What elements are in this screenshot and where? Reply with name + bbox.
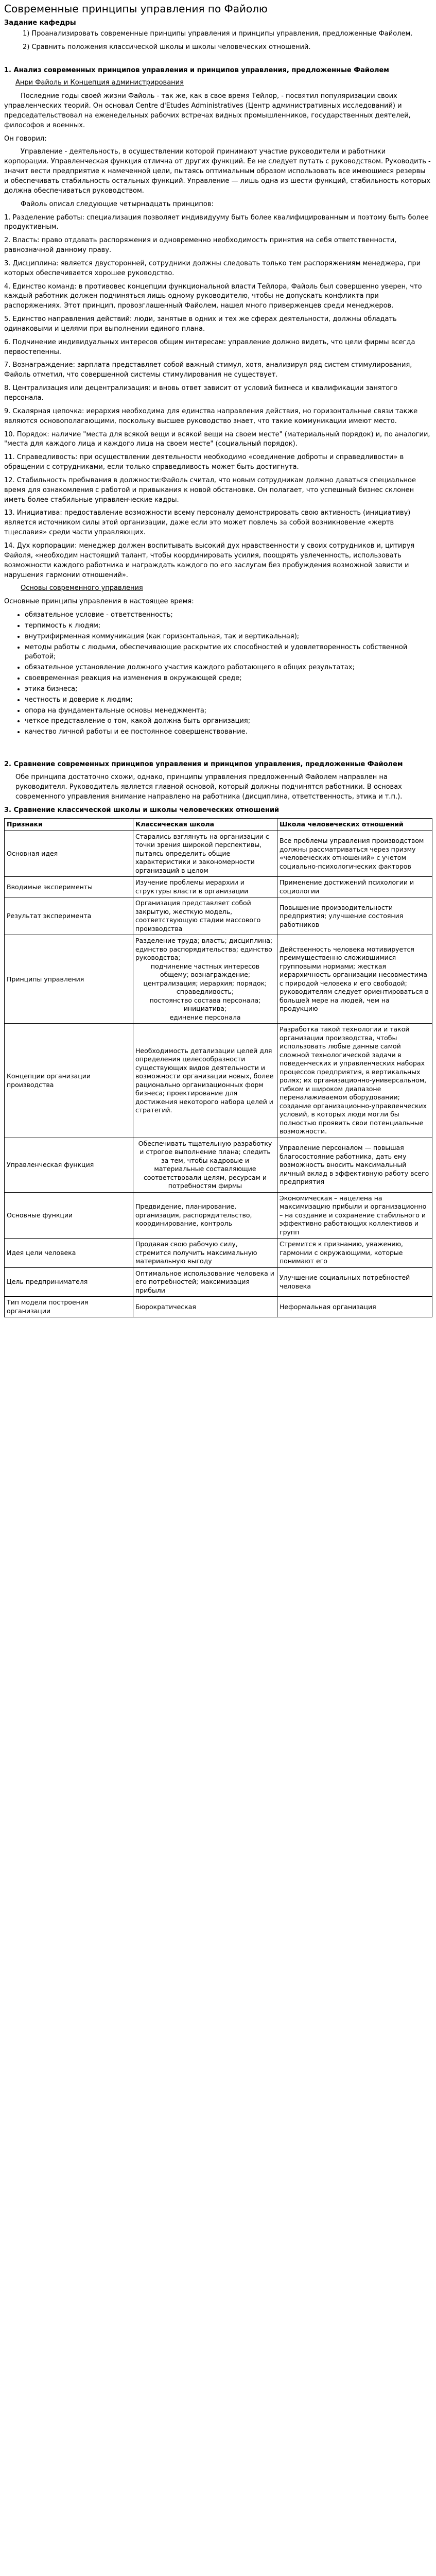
human-relations-cell: Экономическая – нацелена на максимизацию прибыли и организационно – на создание и сохранение стабильного и эффективно работающих коллективов и групп bbox=[277, 1192, 432, 1239]
classical-cell: Продавая свою рабочую силу, стремится получить максимальную материальную выгоду bbox=[133, 1239, 277, 1268]
fayol-principle: 14. Дух корпорации: менеджер должен воспитывать высокий дух нравственности у своих сотрудников и, цитируя Файоля, «необходим настоящий талант, чтобы координировать усилия, поощрять увлеченность, использовать возможности каждого работника и награждать каждого по его заслугам без пробуждения возможной зависти и нарушения гармонии отношений». bbox=[4, 541, 415, 579]
table-row bbox=[5, 877, 432, 897]
task-item-1: 1) Проанализировать современные принципы управления и принципы управления, предложенные Файолем. bbox=[23, 29, 413, 38]
list-item: • обязательное установление должного участия каждого работающего в общих результатах; bbox=[25, 663, 432, 673]
modern-basics-heading: Основы современного управления bbox=[21, 584, 143, 592]
cell-line: справедливость; bbox=[176, 988, 234, 996]
human-relations-cell: Все проблемы управления производством должны рассматриваться через призму «человеческих отношений» с учетом социально-психологических факторов bbox=[277, 831, 432, 877]
cell-line: Разделение труда; власть; дисциплина; единство распорядительства; единство руководства; bbox=[135, 937, 273, 962]
comparison-table bbox=[4, 818, 432, 1317]
cell-line: единение персонала bbox=[169, 1013, 241, 1021]
section-1-subtitle: Анри Файоль и Концепция администрирования bbox=[15, 79, 184, 87]
list-item: • опора на фундаментальные основы менеджмента; bbox=[25, 706, 432, 716]
feature-cell: Основные функции bbox=[5, 1192, 133, 1239]
table-row bbox=[5, 1297, 432, 1317]
human-relations-cell: Применение достижений психологии и социологии bbox=[277, 877, 432, 897]
classical-cell: Организация представляет собой закрытую, жесткую модель, соответствующую стадии массового производства bbox=[133, 897, 277, 935]
table-row bbox=[5, 1138, 432, 1192]
task-item-2: 2) Сравнить положения классической школы и школы человеческих отношений. bbox=[23, 43, 311, 51]
fayol-principle: 13. Инициатива: предоставление возможности всему персоналу демонстрировать свою активность (инициативу) является источником силы этой организации, даже если это может повлечь за собой возникновение «жертв тщеславия» среди части управляющих. bbox=[4, 509, 411, 537]
classical-cell: Старались взглянуть на организации с точки зрения широкой перспективы, пытаясь определить общие характеристики и закономерности организаций в целом bbox=[133, 831, 277, 877]
fayol-principle: 4. Единство команд: в противовес концепции функциональной власти Тейлора, Файоль был совершенно уверен, что каждый работник должен подчиняться лишь одному руководителю, чтобы не допускать конфликта при распоряжениях. Этот принцип, провозглашенный Файолем, нашел много приверженцев среди менеджеров. bbox=[4, 282, 422, 310]
modern-principles-list bbox=[4, 611, 432, 737]
fayol-principle: 9. Скалярная цепочка: иерархия необходима для единства направления действия, но горизонтальные связи также являются основополагающими, поскольку высшее руководство знает, что такие коммуникации имеют место. bbox=[4, 407, 418, 425]
fayol-principle: 11. Справедливость: при осуществлении деятельности необходимо «соединение доброты и справедливости» в обращении с сотрудниками, если только справедливость может быть достигнута. bbox=[4, 453, 404, 471]
feature-cell: Основная идея bbox=[5, 831, 133, 877]
fayol-principles-list bbox=[4, 213, 432, 581]
classical-cell: Предвидение, планирование, организация, распорядительство, координирование, контроль bbox=[133, 1192, 277, 1239]
section-2-title: 2. Сравнение современных принципов управления и принципов управления, предложенные Файолем bbox=[4, 760, 403, 769]
table-header-row bbox=[5, 819, 432, 831]
table-row bbox=[5, 831, 432, 877]
list-item: • честность и доверие к людям; bbox=[25, 696, 432, 705]
quote-paragraph: Управление - деятельность, в осуществлении которой принимают участие руководители и работники корпорации. Управленческая функция отлична от других функций. Ее не следует путать с руководством. Руководить - значит вести предприятие к намеченной цели, пытаясь оптимальным образом использовать все имеющиеся резервы и обеспечивать стабильность остальных функций. Управление — лишь одна из шести функций, стабильность которых должна обеспечиваться руководством. bbox=[4, 148, 431, 195]
cell-line: централизация; иерархия; порядок; bbox=[143, 979, 267, 987]
fayol-principles-intro: Файоль описал следующие четырнадцать принципов: bbox=[21, 200, 214, 208]
classical-cell: Обеспечивать тщательную разработку и строгое выполнение плана; следить за тем, чтобы кадровые и материальные составляющие соответствовали целям, ресурсам и потребностям фирмы bbox=[133, 1138, 277, 1192]
fayol-principle: 8. Централизация или децентрализация: и вновь ответ зависит от условий бизнеса и квалификации занятого персонала. bbox=[4, 384, 398, 402]
section-1-title: 1. Анализ современных принципов управления и принципов управления, предложенные Файолем bbox=[4, 66, 389, 74]
list-item: • качество личной работы и ее постоянное совершенствование. bbox=[25, 727, 432, 737]
classical-cell: Изучение проблемы иерархии и структуры власти в организации bbox=[133, 877, 277, 897]
column-header: Классическая школа bbox=[133, 819, 277, 831]
column-header: Признаки bbox=[5, 819, 133, 831]
feature-cell: Тип модели построения организации bbox=[5, 1297, 133, 1317]
list-item: • четкое представление о том, какой должна быть организация; bbox=[25, 717, 432, 726]
table-row bbox=[5, 1192, 432, 1239]
human-relations-cell: Стремится к признанию, уважению, гармонии с окружающими, которые понимают его bbox=[277, 1239, 432, 1268]
human-relations-cell: Повышение производительности предприятия; улучшение состояния работников bbox=[277, 897, 432, 935]
list-item: • терпимость к людям; bbox=[25, 621, 432, 631]
classical-cell: Бюрократическая bbox=[133, 1297, 277, 1317]
feature-cell: Принципы управления bbox=[5, 935, 133, 1024]
human-relations-cell: Управление персоналом — повышая благосостояние работника, дать ему возможность вносить максимальный личный вклад в эффективную работу всего предприятия bbox=[277, 1138, 432, 1192]
intro-paragraph: Последние годы своей жизни Файоль - так же, как в свое время Тейлор, - посвятил популяризации своих управленческих теорий. Он основал Centre d'Etudes Administratives (Центр административных исследований) и председательствовал на еженедельных рабочих встречах видных промышленников, государственных деятелей, философов и военных. bbox=[4, 92, 411, 129]
classical-cell: Оптимальное использование человека и его потребностей; максимизация прибыли bbox=[133, 1267, 277, 1297]
feature-cell: Вводимые эксперименты bbox=[5, 877, 133, 897]
list-item: • внутрифирменная коммуникация (как горизонтальная, так и вертикальная); bbox=[25, 632, 432, 642]
human-relations-cell: Улучшение социальных потребностей человека bbox=[277, 1267, 432, 1297]
page-title: Современные принципы управления по Файолю bbox=[4, 3, 268, 15]
list-item: • методы работы с людьми, обеспечивающие раскрытие их способностей и удовлетворенность собственной работой; bbox=[25, 643, 432, 663]
table-row bbox=[5, 1239, 432, 1268]
section-2-paragraph: Обе принципа достаточно схожи, однако, принципы управления предложенный Файолем направлен на руководителя. Руководитель является главной основой, который должны подчинятся работники. В основах современного управления внимание направлено на работника (дисциплина, ответственность, этика и т.п.). bbox=[15, 773, 403, 801]
fayol-principle: 7. Вознаграждение: зарплата представляет собой важный стимул, хотя, анализируя ряд систем стимулирования, Файоль отметил, что совершенной системы стимулирования не существует. bbox=[4, 361, 412, 379]
cell-line: подчинение частных интересов общему; вознаграждение; bbox=[150, 962, 260, 979]
section-3-title: 3. Сравнение классической школы и школы человеческих отношений bbox=[4, 806, 280, 814]
fayol-principle: 6. Подчинение индивидуальных интересов общим интересам: управление должно видеть, что цели фирмы всегда первостепенны. bbox=[4, 338, 415, 356]
fayol-principle: 10. Порядок: наличие "места для всякой вещи и всякой вещи на своем месте" (материальный порядок) и, по аналогии, "места для каждого лица и каждого лица на своем месте" (социальный порядок). bbox=[4, 430, 430, 448]
classical-cell bbox=[133, 935, 277, 1024]
task-heading: Задание кафедры bbox=[4, 19, 76, 27]
feature-cell: Концепции организации производства bbox=[5, 1024, 133, 1138]
modern-principles-intro: Основные принципы управления в настоящее время: bbox=[4, 598, 194, 606]
list-item: • своевременная реакция на изменения в окружающей среде; bbox=[25, 674, 432, 684]
fayol-principle: 3. Дисциплина: является двусторонней, сотрудники должны следовать только тем распоряжениям менеджера, при которых обеспечивается хорошее руководство. bbox=[4, 259, 421, 277]
table-row bbox=[5, 897, 432, 935]
fayol-principle: 2. Власть: право отдавать распоряжения и одновременно необходимость принятия на себя ответственности, равнозначной данному праву. bbox=[4, 236, 397, 255]
list-item: • обязательное условие - ответственность; bbox=[25, 611, 432, 620]
feature-cell: Идея цели человека bbox=[5, 1239, 133, 1268]
column-header: Школа человеческих отношений bbox=[277, 819, 432, 831]
table-row bbox=[5, 1267, 432, 1297]
human-relations-cell: Действенность человека мотивируется преимущественно сложившимися групповыми нормами; жесткая иерархичность организации несовместима с природой человека и его свободой; руководителям следует ориентироваться в большей мере на людей, чем на продукцию bbox=[277, 935, 432, 1024]
human-relations-cell: Неформальная организация bbox=[277, 1297, 432, 1317]
fayol-principle: 1. Разделение работы: специализация позволяет индивидууму быть более квалифицированным и поэтому быть более продуктивным. bbox=[4, 213, 429, 231]
fayol-principle: 12. Стабильность пребывания в должности:Файоль считал, что новым сотрудникам должно даваться специальное время для ознакомления с работой и привыкания к новой обстановке. Он полагает, что успешный бизнес склонен иметь более стабильные управленческие кадры. bbox=[4, 476, 416, 504]
feature-cell: Управленческая функция bbox=[5, 1138, 133, 1192]
human-relations-cell: Разработка такой технологии и такой организации производства, чтобы использовать любые данные самой сложной технологической задачи в поведенческих и управленческих наборах процессов предприятия, в вертикальных ролях; их организационно-универсальном, гибком и широком диапазоне переналаживаемом оборудовании; создание организационно-управленческих условий, в которых люди могли бы полностью проявить свои потенциальные возможности. bbox=[277, 1024, 432, 1138]
he-said-line: Он говорил: bbox=[4, 134, 47, 143]
table-row bbox=[5, 935, 432, 1024]
classical-cell: Необходимость детализации целей для определения целесообразности существующих видов деятельности и возможности организации новых, более рационально организационных форм бизнеса; проектирование для достижения некоторого набора целей и стратегий. bbox=[133, 1024, 277, 1138]
table-row bbox=[5, 1024, 432, 1138]
fayol-principle: 5. Единство направления действий: люди, занятые в одних и тех же сферах деятельности, должны обладать одинаковыми и целями при выполнении единого плана. bbox=[4, 315, 397, 333]
feature-cell: Результат эксперимента bbox=[5, 897, 133, 935]
list-item: • этика бизнеса; bbox=[25, 685, 432, 694]
feature-cell: Цель предпринимателя bbox=[5, 1267, 133, 1297]
cell-line: постоянство состава персонала; инициатива; bbox=[149, 996, 261, 1013]
